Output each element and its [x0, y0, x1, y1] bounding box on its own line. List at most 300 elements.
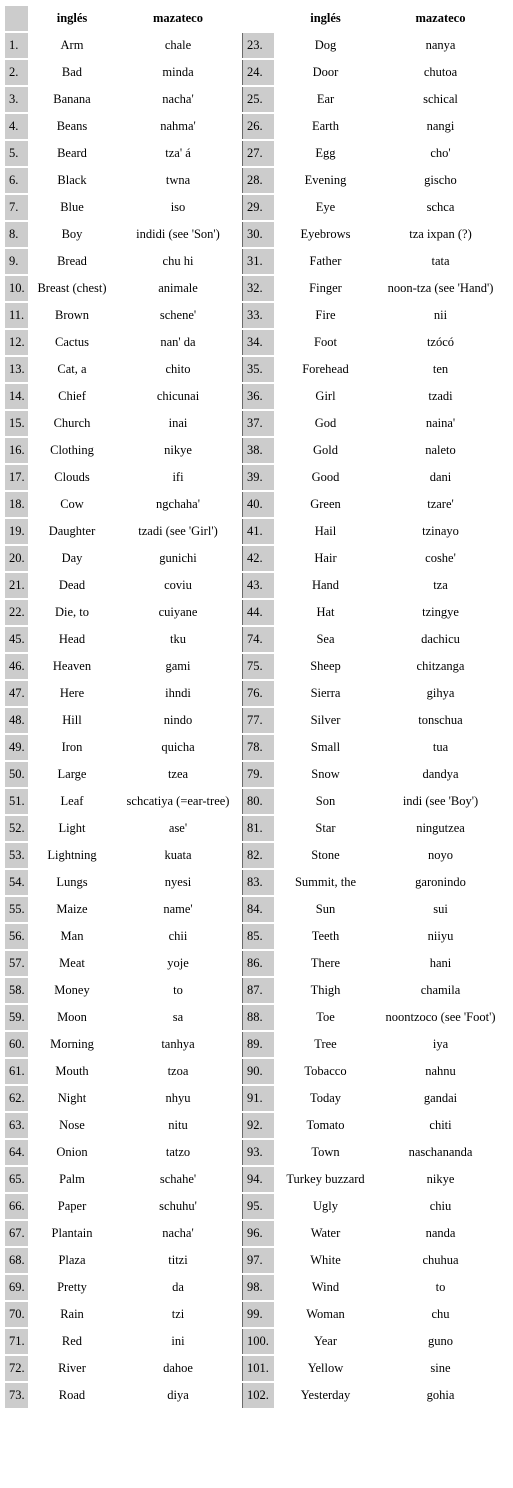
- entry-number-right: 81.: [242, 816, 274, 841]
- entry-number-left: 54.: [5, 870, 28, 895]
- mazatec-word-right: tzinayo: [422, 524, 459, 538]
- mazatec-word-right: dachicu: [421, 632, 460, 646]
- table-row: [5, 762, 504, 787]
- entry-number-left: 15.: [5, 411, 28, 436]
- mazatec-word-right: dani: [429, 470, 452, 484]
- mazatec-word-left: ini: [171, 1334, 185, 1348]
- entry-number-left: 4.: [5, 114, 28, 139]
- table-row: [5, 1356, 504, 1381]
- english-word-left: Brown: [54, 308, 90, 322]
- english-word-left: Lightning: [47, 848, 97, 862]
- entry-number-left: 45.: [5, 627, 28, 652]
- english-word-right: Sheep: [310, 659, 341, 673]
- entry-number-left: 59.: [5, 1005, 28, 1030]
- english-word-left: Man: [60, 929, 84, 943]
- entry-number-left: 8.: [5, 222, 28, 247]
- table-row: [5, 1221, 504, 1246]
- english-word-left: Plaza: [58, 1253, 86, 1267]
- mazatec-word-right: ten: [432, 362, 449, 376]
- mazatec-word-left: chicunai: [156, 389, 200, 403]
- entry-number-left: 72.: [5, 1356, 28, 1381]
- table-row: [5, 627, 504, 652]
- entry-number-right: 76.: [242, 681, 274, 706]
- entry-number-left: 13.: [5, 357, 28, 382]
- english-word-left: Head: [58, 632, 86, 646]
- table-row: [5, 519, 504, 544]
- english-word-right: Door: [312, 65, 339, 79]
- table-row: [5, 492, 504, 517]
- english-word-right: Evening: [304, 173, 347, 187]
- entry-number-right: 42.: [242, 546, 274, 571]
- entry-number-left: 20.: [5, 546, 28, 571]
- table-row: [5, 303, 504, 328]
- entry-number-right: 94.: [242, 1167, 274, 1192]
- table-row: [5, 1086, 504, 1111]
- english-word-right: Hat: [316, 605, 335, 619]
- entry-number-left: 49.: [5, 735, 28, 760]
- header-english-right: inglés: [310, 11, 341, 25]
- entry-number-left: 60.: [5, 1032, 28, 1057]
- english-word-right: There: [310, 956, 341, 970]
- table-row: [5, 141, 504, 166]
- entry-number-left: 2.: [5, 60, 28, 85]
- entry-number-right: 40.: [242, 492, 274, 517]
- mazatec-word-right: chiti: [429, 1118, 452, 1132]
- english-word-left: Night: [57, 1091, 87, 1105]
- entry-number-left: 65.: [5, 1167, 28, 1192]
- english-word-left: Bread: [57, 254, 87, 268]
- entry-number-right: 28.: [242, 168, 274, 193]
- mazatec-word-right: naleto: [425, 443, 456, 457]
- mazatec-word-left: nhyu: [165, 1091, 191, 1105]
- english-word-right: Sierra: [310, 686, 341, 700]
- mazatec-word-right: to: [435, 1280, 446, 1294]
- mazatec-word-right: tzócó: [426, 335, 455, 349]
- entry-number-left: 11.: [5, 303, 28, 328]
- english-word-right: Star: [315, 821, 336, 835]
- table-row: [5, 843, 504, 868]
- english-word-right: Silver: [310, 713, 341, 727]
- english-word-left: Plantain: [51, 1226, 93, 1240]
- entry-number-right: 41.: [242, 519, 274, 544]
- entry-number-left: 57.: [5, 951, 28, 976]
- entry-number-left: 69.: [5, 1275, 28, 1300]
- english-word-right: Stone: [311, 848, 340, 862]
- entry-number-left: 6.: [5, 168, 28, 193]
- mazatec-word-right: gohia: [426, 1388, 455, 1402]
- table-row: [5, 1032, 504, 1057]
- number-header-cell-right: [242, 6, 274, 31]
- english-word-right: Woman: [306, 1307, 345, 1321]
- entry-number-left: 64.: [5, 1140, 28, 1165]
- entry-number-left: 47.: [5, 681, 28, 706]
- mazatec-word-left: nahma': [160, 119, 196, 133]
- entry-number-left: 21.: [5, 573, 28, 598]
- table-row: [5, 1005, 504, 1030]
- mazatec-word-left: to: [173, 983, 183, 997]
- table-row: [5, 816, 504, 841]
- mazatec-word-right: naschananda: [408, 1145, 473, 1159]
- entry-number-left: 19.: [5, 519, 28, 544]
- mazatec-word-left: chito: [165, 362, 191, 376]
- mazatec-word-left: schene': [159, 308, 197, 322]
- english-word-left: Nose: [59, 1118, 85, 1132]
- mazatec-word-right: tzingye: [422, 605, 459, 619]
- entry-number-right: 82.: [242, 843, 274, 868]
- entry-number-right: 97.: [242, 1248, 274, 1273]
- entry-number-right: 83.: [242, 870, 274, 895]
- entry-number-right: 102.: [242, 1383, 274, 1408]
- mazatec-word-left: tatzo: [165, 1145, 191, 1159]
- mazatec-word-left: gunichi: [159, 551, 197, 565]
- table-row: [5, 546, 504, 571]
- entry-number-right: 31.: [242, 249, 274, 274]
- entry-number-left: 63.: [5, 1113, 28, 1138]
- mazatec-word-right: tzare': [427, 497, 454, 511]
- entry-number-right: 99.: [242, 1302, 274, 1327]
- english-word-right: Dog: [314, 38, 337, 52]
- english-word-left: Road: [58, 1388, 86, 1402]
- english-word-right: Good: [311, 470, 340, 484]
- mazatec-word-right: nahnu: [425, 1064, 456, 1078]
- table-row: [5, 222, 504, 247]
- mazatec-word-left: schuhu': [159, 1199, 197, 1213]
- entry-number-right: 87.: [242, 978, 274, 1003]
- mazatec-word-left: tzea: [167, 767, 189, 781]
- entry-number-right: 36.: [242, 384, 274, 409]
- header-row: [5, 6, 504, 31]
- english-word-left: Cow: [60, 497, 84, 511]
- english-word-left: Arm: [60, 38, 84, 52]
- entry-number-right: 37.: [242, 411, 274, 436]
- mazatec-word-left: chii: [168, 929, 188, 943]
- english-word-left: Boy: [61, 227, 83, 241]
- entry-number-left: 22.: [5, 600, 28, 625]
- english-word-left: Pretty: [57, 1280, 87, 1294]
- english-word-right: Tobacco: [304, 1064, 347, 1078]
- mazatec-word-right: tza ixpan (?): [409, 227, 472, 241]
- entry-number-left: 67.: [5, 1221, 28, 1246]
- english-word-left: Church: [53, 416, 91, 430]
- english-word-right: Small: [310, 740, 341, 754]
- mazatec-word-left: ngchaha': [156, 497, 200, 511]
- header-mazatec-right: mazateco: [415, 11, 466, 25]
- table-row: [5, 681, 504, 706]
- english-word-left: Palm: [59, 1172, 85, 1186]
- english-word-left: Large: [57, 767, 87, 781]
- header-english-left: inglés: [56, 11, 88, 25]
- table-row: [5, 924, 504, 949]
- english-word-right: Ear: [316, 92, 335, 106]
- entry-number-left: 14.: [5, 384, 28, 409]
- entry-number-right: 89.: [242, 1032, 274, 1057]
- entry-number-left: 52.: [5, 816, 28, 841]
- header-mazatec-left: mazateco: [153, 11, 203, 25]
- mazatec-word-left: tza' á: [165, 146, 191, 160]
- table-row: [5, 1275, 504, 1300]
- english-word-left: Paper: [57, 1199, 87, 1213]
- entry-number-left: 9.: [5, 249, 28, 274]
- table-row: [5, 1329, 504, 1354]
- english-word-right: Sea: [316, 632, 335, 646]
- table-row: [5, 411, 504, 436]
- english-word-left: Cat, a: [57, 362, 87, 376]
- entry-number-right: 34.: [242, 330, 274, 355]
- table-row: [5, 438, 504, 463]
- english-word-right: Hail: [314, 524, 337, 538]
- entry-number-left: 46.: [5, 654, 28, 679]
- mazatec-word-right: tua: [432, 740, 449, 754]
- mazatec-word-right: noontzoco (see 'Foot'): [385, 1010, 496, 1024]
- table-row: [5, 276, 504, 301]
- mazatec-word-right: noyo: [428, 848, 453, 862]
- entry-number-right: 23.: [242, 33, 274, 58]
- entry-number-right: 84.: [242, 897, 274, 922]
- table-row: [5, 735, 504, 760]
- mazatec-word-left: animale: [158, 281, 198, 295]
- mazatec-word-right: tza: [433, 578, 448, 592]
- entry-number-left: 3.: [5, 87, 28, 112]
- mazatec-word-right: nanya: [425, 38, 456, 52]
- mazatec-word-right: nanda: [425, 1226, 456, 1240]
- entry-number-right: 77.: [242, 708, 274, 733]
- mazatec-word-left: nacha': [162, 1226, 194, 1240]
- english-word-right: White: [310, 1253, 341, 1267]
- english-word-right: Eyebrows: [300, 227, 351, 241]
- entry-number-right: 88.: [242, 1005, 274, 1030]
- entry-number-left: 7.: [5, 195, 28, 220]
- table-row: [5, 249, 504, 274]
- english-word-right: Yesterday: [300, 1388, 351, 1402]
- english-word-left: Cactus: [54, 335, 90, 349]
- english-word-right: Green: [310, 497, 341, 511]
- mazatec-word-right: gihya: [426, 686, 455, 700]
- mazatec-word-right: sui: [433, 902, 448, 916]
- mazatec-word-right: garonindo: [415, 875, 466, 889]
- english-word-left: Maize: [56, 902, 88, 916]
- entry-number-left: 10.: [5, 276, 28, 301]
- entry-number-right: 98.: [242, 1275, 274, 1300]
- mazatec-word-left: quicha: [161, 740, 195, 754]
- entry-number-left: 51.: [5, 789, 28, 814]
- mazatec-word-right: nangi: [426, 119, 455, 133]
- mazatec-word-right: hani: [429, 956, 452, 970]
- english-word-left: Banana: [53, 92, 91, 106]
- table-row: [5, 1140, 504, 1165]
- mazatec-word-left: indidi (see 'Son'): [136, 227, 220, 241]
- mazatec-word-right: niiyu: [427, 929, 454, 943]
- mazatec-word-left: nitu: [168, 1118, 188, 1132]
- english-word-left: Meat: [59, 956, 85, 970]
- entry-number-right: 26.: [242, 114, 274, 139]
- entry-number-right: 86.: [242, 951, 274, 976]
- mazatec-word-left: tanhya: [161, 1037, 195, 1051]
- mazatec-word-left: gami: [165, 659, 191, 673]
- mazatec-word-right: nii: [433, 308, 448, 322]
- entry-number-left: 61.: [5, 1059, 28, 1084]
- english-word-right: Finger: [309, 281, 342, 295]
- english-word-left: Lungs: [56, 875, 88, 889]
- table-row: [5, 1059, 504, 1084]
- table-row: [5, 1248, 504, 1273]
- mazatec-word-right: guno: [428, 1334, 453, 1348]
- entry-number-right: 44.: [242, 600, 274, 625]
- english-word-left: Heaven: [52, 659, 92, 673]
- english-word-left: Iron: [61, 740, 83, 754]
- entry-number-right: 93.: [242, 1140, 274, 1165]
- table-row: [5, 87, 504, 112]
- vocabulary-table: [3, 4, 506, 1410]
- entry-number-left: 58.: [5, 978, 28, 1003]
- mazatec-word-left: kuata: [164, 848, 192, 862]
- english-word-right: Son: [315, 794, 336, 808]
- entry-number-right: 85.: [242, 924, 274, 949]
- mazatec-word-left: iso: [170, 200, 186, 214]
- entry-number-left: 73.: [5, 1383, 28, 1408]
- mazatec-word-left: schcatiya (=ear-tree): [126, 794, 230, 808]
- mazatec-word-right: chitzanga: [416, 659, 465, 673]
- number-header-cell: [5, 6, 28, 31]
- entry-number-left: 12.: [5, 330, 28, 355]
- table-row: [5, 33, 504, 58]
- english-word-right: Snow: [311, 767, 340, 781]
- mazatec-word-right: chamila: [420, 983, 461, 997]
- mazatec-word-right: nikye: [426, 1172, 455, 1186]
- entry-number-left: 71.: [5, 1329, 28, 1354]
- mazatec-word-right: sine: [430, 1361, 451, 1375]
- english-word-right: Tree: [314, 1037, 337, 1051]
- english-word-right: Water: [310, 1226, 341, 1240]
- mazatec-word-right: noon-tza (see 'Hand'): [387, 281, 494, 295]
- entry-number-left: 55.: [5, 897, 28, 922]
- english-word-right: Hand: [311, 578, 340, 592]
- mazatec-word-left: coviu: [164, 578, 192, 592]
- entry-number-right: 92.: [242, 1113, 274, 1138]
- english-word-left: Morning: [50, 1037, 94, 1051]
- table-row: [5, 114, 504, 139]
- mazatec-word-left: yoje: [167, 956, 189, 970]
- table-row: [5, 573, 504, 598]
- english-word-left: Black: [57, 173, 87, 187]
- mazatec-word-right: iya: [432, 1037, 449, 1051]
- english-word-left: Die, to: [54, 605, 90, 619]
- english-word-right: Town: [311, 1145, 340, 1159]
- mazatec-word-left: ifi: [172, 470, 184, 484]
- mazatec-word-left: name': [163, 902, 193, 916]
- english-word-right: Year: [313, 1334, 338, 1348]
- vocabulary-body: [5, 33, 504, 1408]
- entry-number-left: 16.: [5, 438, 28, 463]
- entry-number-right: 33.: [242, 303, 274, 328]
- entry-number-right: 39.: [242, 465, 274, 490]
- entry-number-left: 62.: [5, 1086, 28, 1111]
- mazatec-word-left: nikye: [164, 443, 192, 457]
- mazatec-word-left: twna: [165, 173, 191, 187]
- entry-number-right: 100.: [242, 1329, 274, 1354]
- entry-number-left: 1.: [5, 33, 28, 58]
- table-row: [5, 465, 504, 490]
- entry-number-left: 50.: [5, 762, 28, 787]
- mazatec-word-right: tonschua: [418, 713, 463, 727]
- entry-number-right: 90.: [242, 1059, 274, 1084]
- mazatec-word-left: dahoe: [163, 1361, 193, 1375]
- english-word-left: Daughter: [48, 524, 96, 538]
- entry-number-right: 74.: [242, 627, 274, 652]
- english-word-left: River: [58, 1361, 86, 1375]
- mazatec-word-left: chu hi: [162, 254, 194, 268]
- mazatec-word-right: chuhua: [422, 1253, 459, 1267]
- entry-number-right: 75.: [242, 654, 274, 679]
- english-word-right: Father: [309, 254, 342, 268]
- entry-number-right: 96.: [242, 1221, 274, 1246]
- english-word-left: Clouds: [54, 470, 90, 484]
- mazatec-word-right: schca: [426, 200, 455, 214]
- entry-number-right: 78.: [242, 735, 274, 760]
- table-row: [5, 195, 504, 220]
- entry-number-right: 91.: [242, 1086, 274, 1111]
- mazatec-word-left: da: [172, 1280, 184, 1294]
- mazatec-word-right: schical: [423, 92, 458, 106]
- english-word-right: Earth: [311, 119, 340, 133]
- entry-number-left: 17.: [5, 465, 28, 490]
- mazatec-word-left: diya: [167, 1388, 189, 1402]
- english-word-left: Leaf: [60, 794, 84, 808]
- mazatec-word-right: tata: [431, 254, 450, 268]
- english-word-left: Clothing: [50, 443, 94, 457]
- mazatec-word-left: sa: [172, 1010, 184, 1024]
- table-row: [5, 1194, 504, 1219]
- mazatec-word-left: tzoa: [167, 1064, 189, 1078]
- mazatec-word-left: ase': [168, 821, 188, 835]
- english-word-right: Summit, the: [294, 875, 357, 889]
- entry-number-left: 70.: [5, 1302, 28, 1327]
- english-word-right: Today: [309, 1091, 342, 1105]
- mazatec-word-right: tzadi: [428, 389, 453, 403]
- table-row: [5, 330, 504, 355]
- entry-number-right: 38.: [242, 438, 274, 463]
- entry-number-right: 95.: [242, 1194, 274, 1219]
- english-word-right: Girl: [315, 389, 336, 403]
- entry-number-right: 30.: [242, 222, 274, 247]
- english-word-left: Onion: [56, 1145, 88, 1159]
- table-row: [5, 789, 504, 814]
- english-word-right: Sun: [315, 902, 336, 916]
- entry-number-left: 53.: [5, 843, 28, 868]
- entry-number-right: 101.: [242, 1356, 274, 1381]
- mazatec-word-left: minda: [162, 65, 194, 79]
- english-word-right: Yellow: [307, 1361, 344, 1375]
- english-word-left: Dead: [58, 578, 86, 592]
- mazatec-word-right: gischo: [424, 173, 457, 187]
- entry-number-right: 27.: [242, 141, 274, 166]
- english-word-left: Chief: [58, 389, 86, 403]
- mazatec-word-right: naina': [425, 416, 456, 430]
- table-row: [5, 384, 504, 409]
- entry-number-right: 32.: [242, 276, 274, 301]
- mazatec-word-right: coshe': [425, 551, 456, 565]
- mazatec-word-left: nindo: [163, 713, 193, 727]
- table-row: [5, 1302, 504, 1327]
- mazatec-word-right: chu: [431, 1307, 450, 1321]
- english-word-left: Beans: [56, 119, 88, 133]
- entry-number-left: 5.: [5, 141, 28, 166]
- english-word-right: Hair: [314, 551, 337, 565]
- table-row: [5, 978, 504, 1003]
- mazatec-word-left: cuiyane: [158, 605, 198, 619]
- mazatec-word-right: chutoa: [423, 65, 458, 79]
- mazatec-word-right: gandai: [423, 1091, 458, 1105]
- entry-number-left: 68.: [5, 1248, 28, 1273]
